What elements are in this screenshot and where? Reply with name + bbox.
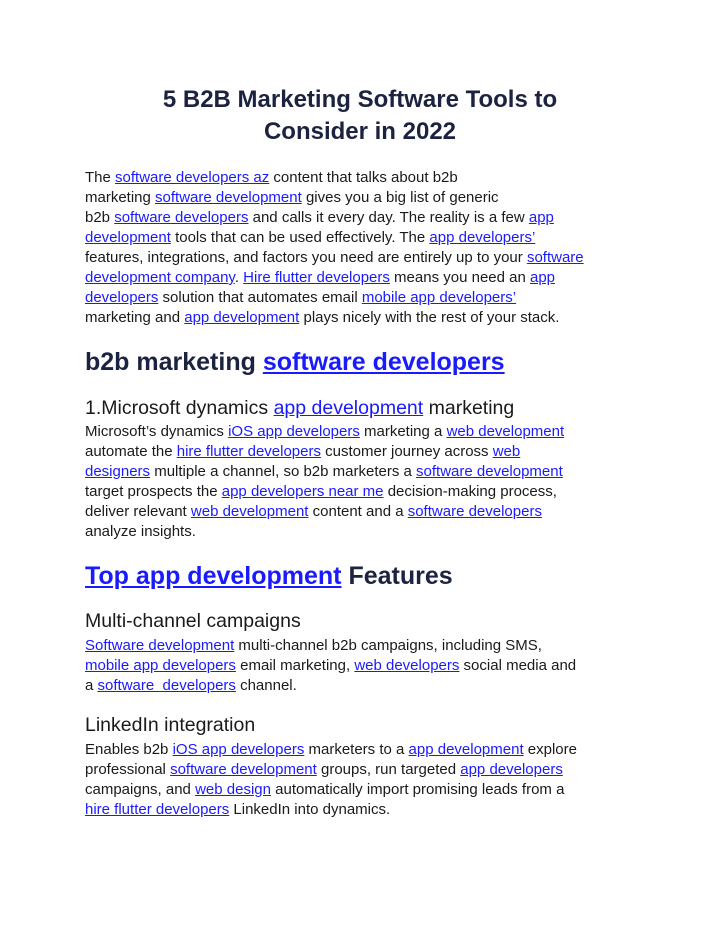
text: content that talks about b2b xyxy=(269,169,458,186)
link-web-developers[interactable]: web developers xyxy=(354,657,460,674)
text: marketing and xyxy=(85,309,185,326)
link-ios-app-developers[interactable]: iOS app developers xyxy=(172,741,305,758)
microsoft-paragraph xyxy=(85,422,645,542)
multichannel-line xyxy=(85,676,645,696)
multichannel-line xyxy=(85,656,645,676)
text: tools that can be used effectively. The xyxy=(170,229,430,246)
link-app-development[interactable]: app development xyxy=(408,741,524,758)
text: and calls it every day. The reality is a few xyxy=(248,209,529,226)
text: plays nicely with the rest of your stack. xyxy=(299,309,560,326)
text: b2b marketing xyxy=(85,348,263,376)
text: Enables b2b xyxy=(85,741,173,758)
intro-line xyxy=(85,268,645,288)
link-top-app-development[interactable]: Top app development xyxy=(85,562,342,590)
intro-line xyxy=(85,188,645,208)
text: features, integrations, and factors you need are entirely up to your xyxy=(85,249,527,266)
link-software-developers-az[interactable]: software developers az xyxy=(115,169,270,186)
text: groups, run targeted xyxy=(316,761,461,778)
link-mobile-app-developers[interactable]: mobile app developers’ xyxy=(361,289,517,306)
text: email marketing, xyxy=(235,657,355,674)
link-app-developers[interactable]: app developers xyxy=(460,761,563,778)
microsoft-line xyxy=(85,522,645,542)
linkedin-line xyxy=(85,780,645,800)
link-hire-flutter-developers[interactable]: hire flutter developers xyxy=(176,443,321,460)
text: marketing xyxy=(85,189,156,206)
intro-line xyxy=(85,228,645,248)
link-software-development[interactable]: Software development xyxy=(85,637,235,654)
text: channel. xyxy=(235,677,297,694)
link-app-development[interactable]: app xyxy=(528,209,554,226)
text: content and a xyxy=(308,503,408,520)
text: LinkedIn into dynamics. xyxy=(229,801,391,818)
link-app-developers[interactable]: app xyxy=(530,269,556,286)
text: Microsoft’s dynamics xyxy=(85,423,229,440)
link-software-development-company[interactable]: software xyxy=(526,249,584,266)
link-app-developers[interactable]: app developers’ xyxy=(429,229,536,246)
link-software-developers[interactable]: software developers xyxy=(97,677,236,694)
text: campaigns, and xyxy=(85,781,196,798)
text: deliver relevant xyxy=(85,503,191,520)
text: multi-channel b2b campaigns, including SMS, xyxy=(234,637,542,654)
link-web-designers[interactable]: designers xyxy=(85,463,151,480)
linkedin-paragraph xyxy=(85,740,645,820)
text: gives you a big list of generic xyxy=(301,189,499,206)
link-ios-app-developers[interactable]: iOS app developers xyxy=(228,423,360,440)
text: The xyxy=(85,169,116,186)
link-web-designers[interactable]: web xyxy=(492,443,521,460)
microsoft-line xyxy=(85,502,645,522)
text: decision-making process, xyxy=(383,483,557,500)
heading-multi-channel-campaigns: Multi-channel campaigns xyxy=(85,610,301,632)
title-line-1: 5 B2B Marketing Software Tools to xyxy=(162,86,558,113)
link-mobile-app-developers[interactable]: mobile app developers xyxy=(85,657,236,674)
text: automatically import promising leads from a xyxy=(270,781,565,798)
text: marketers to a xyxy=(304,741,409,758)
text: b2b xyxy=(85,209,115,226)
heading-b2b-marketing xyxy=(85,346,645,378)
intro-paragraph xyxy=(85,168,645,328)
intro-line xyxy=(85,288,645,308)
text: social media and xyxy=(459,657,577,674)
link-software-development-company[interactable]: development company xyxy=(85,269,235,286)
heading-top-app-development-features xyxy=(85,560,645,592)
intro-line xyxy=(85,248,645,268)
text: explore xyxy=(523,741,577,758)
link-app-developers-near-me[interactable]: app developers near me xyxy=(221,483,384,500)
text: a xyxy=(85,677,98,694)
text: . xyxy=(234,269,244,286)
text: automate the xyxy=(85,443,177,460)
microsoft-line xyxy=(85,462,645,482)
intro-line xyxy=(85,208,645,228)
link-app-development[interactable]: development xyxy=(85,229,171,246)
text: analyze insights. xyxy=(85,523,196,540)
text: target prospects the xyxy=(85,483,222,500)
multichannel-line xyxy=(85,636,645,656)
text: multiple a channel, so b2b marketers a xyxy=(150,463,417,480)
link-software-development[interactable]: software development xyxy=(416,463,563,480)
text: solution that automates email xyxy=(158,289,362,306)
link-software-development[interactable]: software development xyxy=(170,761,317,778)
link-hire-flutter-developers[interactable]: hire flutter developers xyxy=(85,801,230,818)
text: Features xyxy=(341,562,453,590)
text: 1.Microsoft dynamics xyxy=(85,397,274,419)
linkedin-line xyxy=(85,800,645,820)
page-title xyxy=(0,84,720,148)
text: professional xyxy=(85,761,171,778)
heading-linkedin-integration: LinkedIn integration xyxy=(85,714,256,736)
intro-line xyxy=(85,308,645,328)
link-software-developers[interactable]: software developers xyxy=(114,209,249,226)
heading-microsoft-dynamics xyxy=(85,395,645,421)
title-line-2: Consider in 2022 xyxy=(263,118,457,145)
link-software-developers[interactable]: software developers xyxy=(262,348,505,376)
link-web-development[interactable]: web development xyxy=(446,423,565,440)
text: marketing xyxy=(423,397,515,419)
link-app-development[interactable]: app development xyxy=(184,309,300,326)
microsoft-line xyxy=(85,482,645,502)
linkedin-line xyxy=(85,740,645,760)
link-web-development[interactable]: web development xyxy=(190,503,309,520)
link-software-developers[interactable]: software developers xyxy=(407,503,542,520)
microsoft-line xyxy=(85,422,645,442)
text: means you need an xyxy=(389,269,530,286)
link-software-development[interactable]: software development xyxy=(155,189,302,206)
text: marketing a xyxy=(359,423,447,440)
link-app-development[interactable]: app development xyxy=(273,397,424,419)
linkedin-line xyxy=(85,760,645,780)
link-web-design[interactable]: web design xyxy=(195,781,271,798)
text: customer journey across xyxy=(320,443,493,460)
link-app-developers[interactable]: developers xyxy=(85,289,159,306)
multichannel-paragraph xyxy=(85,636,645,696)
link-hire-flutter-developers[interactable]: Hire flutter developers xyxy=(243,269,390,286)
microsoft-line xyxy=(85,442,645,462)
intro-line xyxy=(85,168,645,188)
